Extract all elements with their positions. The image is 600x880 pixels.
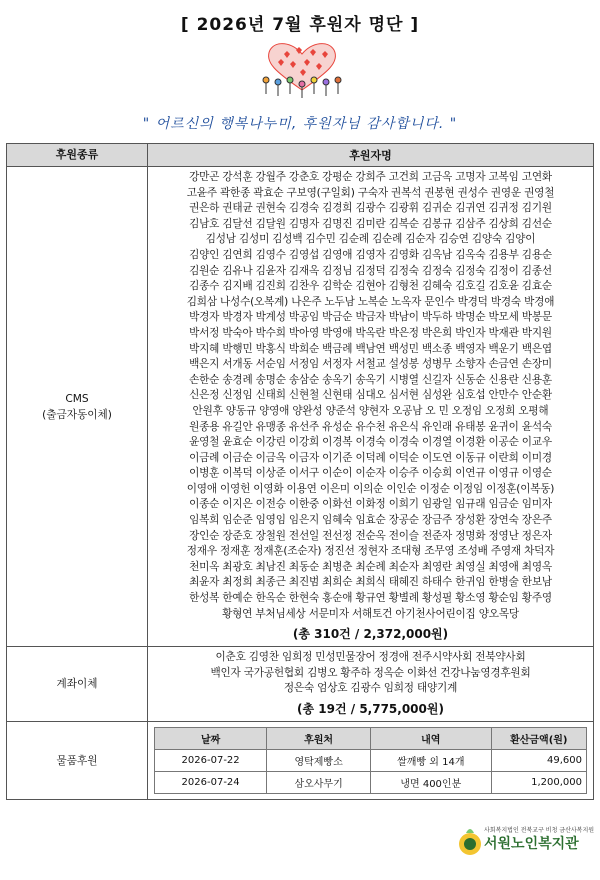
cms-label — [7, 167, 148, 647]
donor-name-line: 황형연 부처님세상 서문미자 서해토건 아기천사어린이집 양오목당 — [222, 607, 519, 620]
donor-name-line: 정은숙 엄상호 김광수 임희정 태양기계 — [283, 682, 458, 695]
donor-name-line: 백인자 국가공헌협회 김병오 황주하 정옥순 이화선 건강나눔영경후원회 — [210, 666, 531, 679]
goods-row — [7, 722, 594, 800]
cms-row — [7, 167, 594, 647]
donor-name-line: 박지혜 박행민 박홍식 박희순 백금례 백남연 백성민 백소종 백영자 백운기 백은엽 — [189, 342, 552, 355]
header-type: 후원종류 — [7, 144, 148, 167]
donor-name-line: 장인순 장준호 장철원 전선일 전선정 전순옥 전이슬 전준자 정명화 정영난 정은자 — [189, 529, 552, 542]
goods-header-date: 날짜 — [155, 728, 267, 750]
cms-name-lines — [152, 170, 589, 622]
donor-name-line: 김종수 김지배 김진희 김찬우 김학순 김현아 김형천 김혜숙 김호길 김호윤 김효순 — [189, 280, 552, 293]
donor-name-line: 손한순 송경례 송명순 송삼순 송옥기 송옥기 시병열 신길자 신동순 신용란 신용훈 — [189, 373, 552, 386]
donor-name-line: 정재우 정재훈 정재훈(조순자) 정진선 정현자 조대형 조무영 조성배 주영재 차덕자 — [186, 545, 555, 558]
goods-header-item: 내역 — [370, 728, 491, 750]
goods-donor: 영탁제빵소 — [267, 750, 371, 772]
goods-amount: 1,200,000 — [491, 772, 586, 794]
thanks-message: " 어르신의 행복나누미, 후원자님 감사합니다. " — [142, 116, 458, 132]
donor-name-line: 백은지 서개동 서순임 서정임 서정자 서철교 설성봉 성병무 소향자 손금연 손장미 — [189, 358, 552, 371]
goods-item: 쌀깨빵 외 14개 — [370, 750, 491, 772]
header-names: 후원자명 — [148, 144, 594, 167]
donor-name-line: 임복희 임순준 임영임 임은지 임혜숙 임효순 장공순 장금주 장성환 장연숙 장은주 — [189, 514, 552, 527]
footer-subtitle: 사회복지법인 전북교구 비청 금산사복지원 — [484, 827, 595, 834]
transfer-total: (총 19건 / 5,775,000원) — [297, 702, 444, 716]
donor-name-line: 이영애 이영헌 이영화 이용연 이은미 이의순 이인순 이정순 이정임 이정훈(이복동) — [186, 482, 555, 495]
goods-header-donor: 후원처 — [267, 728, 371, 750]
donor-name-line: 원종용 유길안 유맹종 유선주 유성순 유수천 유은식 유인래 유태봉 윤귀이 윤석숙 — [189, 420, 552, 433]
donor-name-line: 고윤주 곽한종 곽효순 구보영(구일회) 구숙자 권복석 권봉현 권성수 권영운 권영철 — [186, 186, 555, 199]
donor-name-line: 김원순 김유나 김윤자 김재옥 김정님 김정덕 김정숙 김정숙 김정숙 김정이 김종선 — [189, 264, 552, 277]
goods-header-row — [155, 728, 587, 750]
goods-item: 냉면 400인분 — [370, 772, 491, 794]
cms-names — [148, 167, 594, 647]
donor-name-line: 이병훈 이복덕 이상준 이서구 이순이 이순자 이승주 이승희 이연규 이영규 이영순 — [189, 467, 552, 480]
goods-table-row — [155, 772, 587, 794]
goods-label: 물품후원 — [7, 722, 148, 800]
donor-name-line: 김양인 김연희 김영수 김영섭 김영애 김영자 김영화 김옥남 김옥숙 김용부 김용순 — [189, 248, 552, 261]
transfer-row — [7, 647, 594, 722]
donor-name-line: 윤영철 윤효순 이강린 이강희 이경복 이경숙 이경숙 이경열 이경환 이공순 이교우 — [189, 436, 552, 449]
donor-name-line: 이금례 이금순 이금옥 이금자 이기준 이덕례 이덕순 이도연 이동규 이란희 이미경 — [189, 451, 552, 464]
table-header-row — [7, 144, 594, 167]
donor-name-line: 이종순 이지은 이전승 이한중 이화선 이화정 이희기 임광일 임규래 임금순 임미자 — [189, 498, 552, 511]
donor-name-line: 강만곤 강석훈 강월주 강춘호 강평순 강희주 고건희 고금옥 고명자 고복임 고연화 — [189, 171, 552, 183]
goods-header-amount: 환산금액(원) — [491, 728, 586, 750]
goods-cell — [148, 722, 594, 800]
goods-date: 2026-07-24 — [155, 772, 267, 794]
donor-name-line: 김희삼 나성수(오복계) 나은주 노두남 노복순 노옥자 문인수 박경덕 박경숙 박경애 — [186, 295, 555, 308]
donor-table — [6, 143, 594, 800]
donor-name-line: 김성남 김성미 김성백 김수민 김순례 김순례 김순자 김승연 김양숙 김양이 — [205, 233, 536, 246]
donor-name-line: 천미옥 최광호 최남진 최동순 최병춘 최순례 최순자 최영란 최영실 최영애 최영옥 — [189, 560, 552, 573]
page-title: [ 2026년 7월 후원자 명단 ] — [180, 15, 420, 35]
donor-name-line: 한성복 한예순 한옥순 한현숙 홍순애 황규연 황별례 황성필 황소영 황순임 황주영 — [189, 592, 552, 605]
donor-name-line: 최윤자 최정희 최종근 최진범 최희순 최희식 태혜진 하태수 한귀임 한병술 한보남 — [189, 576, 552, 589]
goods-table-row — [155, 750, 587, 772]
goods-table — [154, 727, 587, 794]
donor-name-line: 김남호 김달선 김달원 김명자 김명진 김미란 김복순 김봉규 김삼주 김상희 김선순 — [189, 217, 552, 230]
goods-date: 2026-07-22 — [155, 750, 267, 772]
transfer-label: 계좌이체 — [7, 647, 148, 722]
donor-name-line: 이춘호 김영찬 임희정 민성민물장어 정경애 전주시약사회 전북약사회 — [215, 651, 526, 664]
cms-label-text: CMS (출금자동이체) — [42, 392, 112, 421]
goods-amount: 49,600 — [491, 750, 586, 772]
heart-donors-logo — [256, 40, 348, 100]
cms-total: (총 310건 / 2,372,000원) — [292, 627, 449, 642]
donor-name-line: 권은하 권태균 권현숙 김경숙 김경희 김광수 김광휘 김귀순 김귀연 김귀정 김기원 — [189, 202, 552, 215]
transfer-name-lines — [152, 650, 589, 697]
footer-org-name: 서원노인복지관 — [484, 836, 579, 852]
donor-name-line: 안원후 양동규 양영애 양완성 양준석 양현자 오공남 오 민 오정임 오정희 오평해 — [192, 404, 549, 417]
transfer-names — [148, 647, 594, 722]
goods-donor: 삼오사무기 — [267, 772, 371, 794]
donor-name-line: 신은정 신정임 신태희 신현철 신현태 심대오 심서현 심성완 심호섭 안만수 안순환 — [189, 389, 552, 402]
donor-name-line: 박서정 박숙아 박수희 박아영 박영애 박옥란 박은정 박은희 박인자 박재관 박지원 — [189, 326, 552, 339]
donor-name-line: 박경자 박경자 박계성 박공임 박금순 박금자 박남이 박두하 박명순 박모세 박봉문 — [189, 311, 552, 324]
